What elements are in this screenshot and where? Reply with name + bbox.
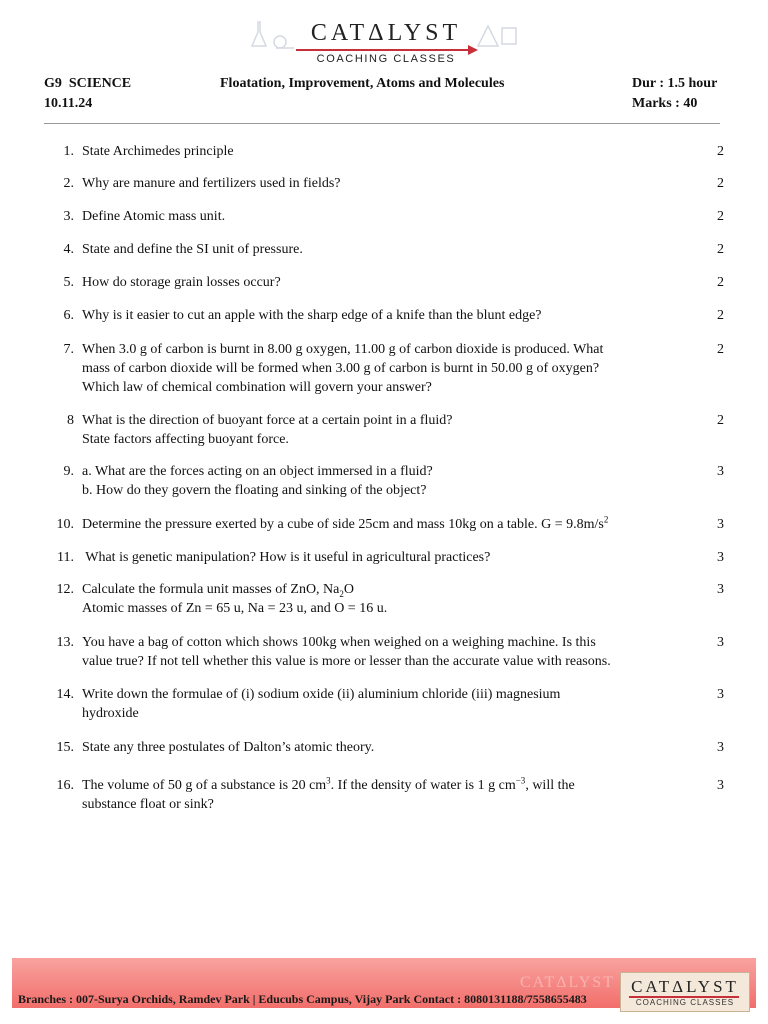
question-text — [82, 515, 702, 534]
question-marks: 2 — [717, 242, 724, 257]
class-info — [44, 74, 131, 114]
question-line: How do storage grain losses occur? — [82, 275, 281, 290]
superscript: 2 — [603, 514, 609, 525]
footer-logo-subtitle: COACHING CLASSES — [635, 998, 735, 1007]
footer-logo-title: CATΔLYST — [631, 977, 739, 996]
question-line: Atomic masses of Zn = 65 u, Na = 23 u, and O = 16 u. — [82, 601, 388, 616]
question-text-part: Determine the pressure exerted by a cube of side 25cm and mass 10kg on a table. G = 9.8m/s — [82, 517, 604, 532]
question-text-part: , will the — [525, 778, 575, 793]
question-number: 14. — [56, 687, 74, 702]
question-number: 9. — [63, 464, 74, 479]
question-number: 5. — [63, 275, 74, 290]
question-line: substance float or sink? — [82, 797, 214, 812]
question-line — [82, 580, 702, 599]
question-number: 2. — [63, 176, 74, 191]
footer-watermark-logo: CATΔLYST — [520, 974, 615, 991]
question-text — [82, 411, 702, 449]
question-marks: 3 — [717, 740, 724, 755]
question-line: value true? If not tell whether this value is more or lesser than the accurate value with reasons. — [82, 654, 611, 669]
question-line: What is genetic manipulation? How is it useful in agricultural practices? — [82, 550, 491, 565]
question-text — [82, 580, 702, 618]
question-number: 3. — [63, 209, 74, 224]
lab-equipment-icon — [472, 18, 522, 50]
question-marks: 2 — [717, 176, 724, 191]
question-number: 15. — [56, 740, 74, 755]
header-logo — [0, 14, 768, 66]
question-line: State Archimedes principle — [82, 144, 234, 159]
question-number: 13. — [56, 635, 74, 650]
question-text — [82, 240, 702, 259]
question-line — [82, 776, 702, 795]
question-line: mass of carbon dioxide will be formed when 3.00 g of carbon is burnt in 50.00 g of oxygen? — [82, 361, 600, 376]
question-number: 7. — [63, 342, 74, 357]
exam-meta — [632, 74, 717, 114]
question-text — [82, 685, 702, 723]
question-text — [82, 738, 702, 757]
question-line: a. What are the forces acting on an object immersed in a fluid? — [82, 464, 433, 479]
question-line: What is the direction of buoyant force at a certain point in a fluid? — [82, 413, 453, 428]
exam-date: 10.11.24 — [44, 96, 93, 111]
question-text — [82, 776, 702, 814]
footer-branches: Branches : 007-Surya Orchids, Ramdev Park | Educubs Campus, Vijay Park Contact : 8080131188/7558655483 — [18, 992, 587, 1006]
question-marks: 2 — [717, 144, 724, 159]
question-number: 4. — [63, 242, 74, 257]
question-number: 1. — [63, 144, 74, 159]
lab-flask-icon — [250, 18, 300, 50]
question-marks: 3 — [717, 687, 724, 702]
exam-duration: Dur : 1.5 hour — [632, 76, 718, 91]
question-number: 16. — [56, 778, 74, 793]
question-number: 6. — [63, 308, 74, 323]
question-marks: 2 — [717, 308, 724, 323]
footer-logo — [620, 972, 750, 1012]
superscript: 3 — [326, 775, 331, 786]
question-marks: 2 — [717, 342, 724, 357]
logo-underline — [296, 49, 474, 51]
question-text — [82, 207, 702, 226]
question-marks: 3 — [717, 635, 724, 650]
question-number: 11. — [57, 550, 74, 565]
question-line: State factors affecting buoyant force. — [82, 432, 289, 447]
class-subject: G9 SCIENCE — [44, 76, 132, 91]
question-line: Why are manure and fertilizers used in fields? — [82, 176, 341, 191]
question-line: Write down the formulae of (i) sodium oxide (ii) aluminium chloride (iii) magnesium — [82, 687, 561, 702]
question-text-part: Calculate the formula unit masses of ZnO, Na — [82, 582, 340, 597]
question-text — [82, 306, 702, 325]
question-marks: 3 — [717, 464, 724, 479]
question-line: Define Atomic mass unit. — [82, 209, 226, 224]
question-marks: 3 — [717, 517, 724, 532]
question-number: 10. — [56, 517, 74, 532]
logo-subtitle: COACHING CLASSES — [316, 53, 456, 65]
question-text — [82, 633, 702, 671]
header-divider — [44, 123, 720, 124]
question-text — [82, 340, 702, 397]
question-marks: 2 — [717, 275, 724, 290]
question-marks: 3 — [717, 550, 724, 565]
question-text — [82, 174, 702, 193]
question-text — [82, 462, 702, 500]
question-number: 12. — [56, 582, 74, 597]
question-line: When 3.0 g of carbon is burnt in 8.00 g oxygen, 11.00 g of carbon dioxide is produced. What — [82, 342, 604, 357]
question-line: Which law of chemical combination will govern your answer? — [82, 380, 432, 395]
question-number: 8 — [67, 413, 74, 428]
exam-marks: Marks : 40 — [632, 96, 698, 111]
question-marks: 2 — [717, 413, 724, 428]
question-text-part: The volume of 50 g of a substance is 20 cm — [82, 778, 327, 793]
logo-title: CATΔLYST — [310, 20, 462, 46]
question-line: Why is it easier to cut an apple with the sharp edge of a knife than the blunt edge? — [82, 308, 542, 323]
superscript: −3 — [515, 775, 526, 786]
question-line: You have a bag of cotton which shows 100kg when weighed on a weighing machine. Is this — [82, 635, 596, 650]
question-line — [82, 515, 702, 534]
exam-topic: Floatation, Improvement, Atoms and Molecules — [220, 76, 505, 91]
question-marks: 3 — [717, 582, 724, 597]
question-text — [82, 142, 702, 161]
subscript: 2 — [339, 588, 344, 599]
question-marks: 2 — [717, 209, 724, 224]
question-text — [82, 548, 702, 567]
question-line: b. How do they govern the floating and sinking of the object? — [82, 483, 427, 498]
question-text-part: . If the density of water is 1 g cm — [330, 778, 516, 793]
question-text-part: O — [343, 582, 354, 597]
question-line: hydroxide — [82, 706, 139, 721]
question-text — [82, 273, 702, 292]
question-line: State any three postulates of Dalton’s atomic theory. — [82, 740, 375, 755]
question-marks: 3 — [717, 778, 724, 793]
question-line: State and define the SI unit of pressure. — [82, 242, 303, 257]
